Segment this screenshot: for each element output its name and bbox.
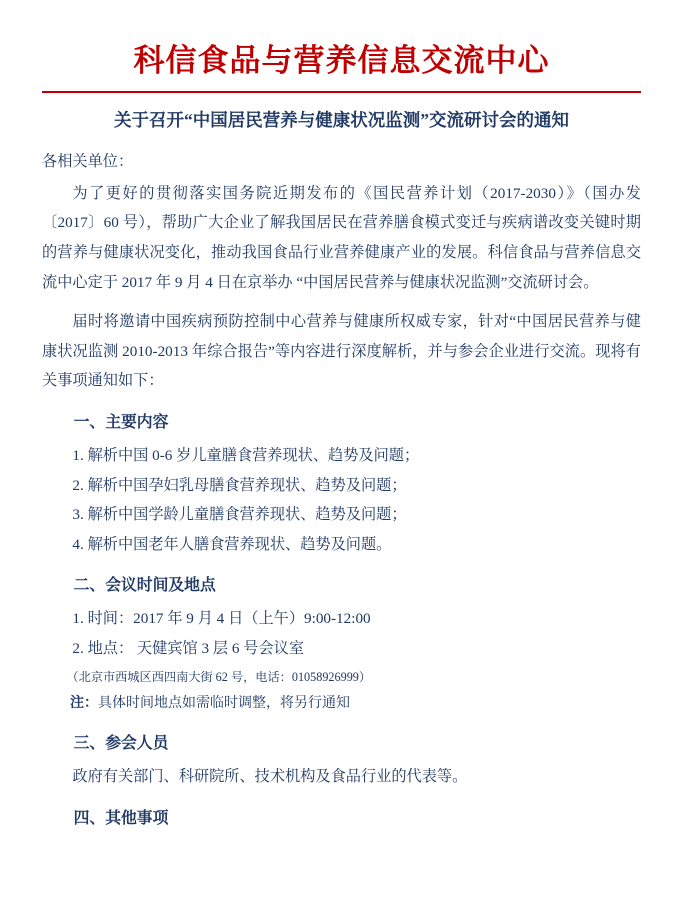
- salutation: 各相关单位：: [42, 153, 134, 170]
- section-heading-attendees: 三、参会人员: [73, 735, 169, 753]
- note-text: 具体时间地点如需临时调整，将另行通知: [98, 695, 350, 711]
- venue-address-note: （北京市西城区西四南大街 62 号，电话：01058926999）: [66, 669, 372, 684]
- section-heading-time-venue: 二、会议时间及地点: [73, 577, 216, 595]
- paragraph-agenda-intro: 届时将邀请中国疾病预防控制中心营养与健康所权威专家，针对“中国居民营养与健康状况监测 2010-2013 年综合报告”等内容进行深度解析，并与参会企业进行交流。现将有关事项通知如下：: [42, 313, 641, 390]
- list-item: 1. 时间：2017 年 9 月 4 日（上午）9:00-12:00: [72, 610, 371, 628]
- organization-title: 科信食品与营养信息交流中心: [133, 43, 550, 79]
- notice-title: 关于召开“中国居民营养与健康状况监测”交流研讨会的通知: [114, 109, 569, 130]
- schedule-change-note: [42, 691, 641, 718]
- list-item: 3. 解析中国学龄儿童膳食营养现状、趋势及问题；: [72, 506, 407, 524]
- paragraph-spacer: [42, 299, 641, 307]
- section-heading-main-content: 一、主要内容: [73, 414, 169, 432]
- note-label: 注：: [70, 695, 98, 711]
- list-item: 4. 解析中国老年人膳食营养现状、趋势及问题。: [72, 535, 392, 553]
- section-heading-other-matters: 四、其他事项: [73, 809, 169, 827]
- list-item: 2. 地点： 天健宾馆 3 层 6 号会议室: [72, 639, 304, 657]
- list-item: 1. 解析中国 0-6 岁儿童膳食营养现状、趋势及问题；: [72, 446, 420, 464]
- list-item: 2. 解析中国孕妇乳母膳食营养现状、趋势及问题；: [72, 476, 407, 494]
- paragraph-background: 为了更好的贯彻落实国务院近期发布的《国民营养计划（2017-2030）》（国办发〔2017〕60 号），帮助广大企业了解我国居民在营养膳食模式变迁与疾病谱改变关键时期的营养与健康状况变化，推动我国食品行业营养健康产业的发展。科信食品与营养信息交流中心定于 2017 年 9 月 4 日在京举办 “中国居民营养与健康状况监测”交流研讨会。: [42, 184, 641, 291]
- title-divider: [42, 91, 641, 93]
- list-item: 政府有关部门、科研院所、技术机构及食品行业的代表等。: [72, 768, 468, 786]
